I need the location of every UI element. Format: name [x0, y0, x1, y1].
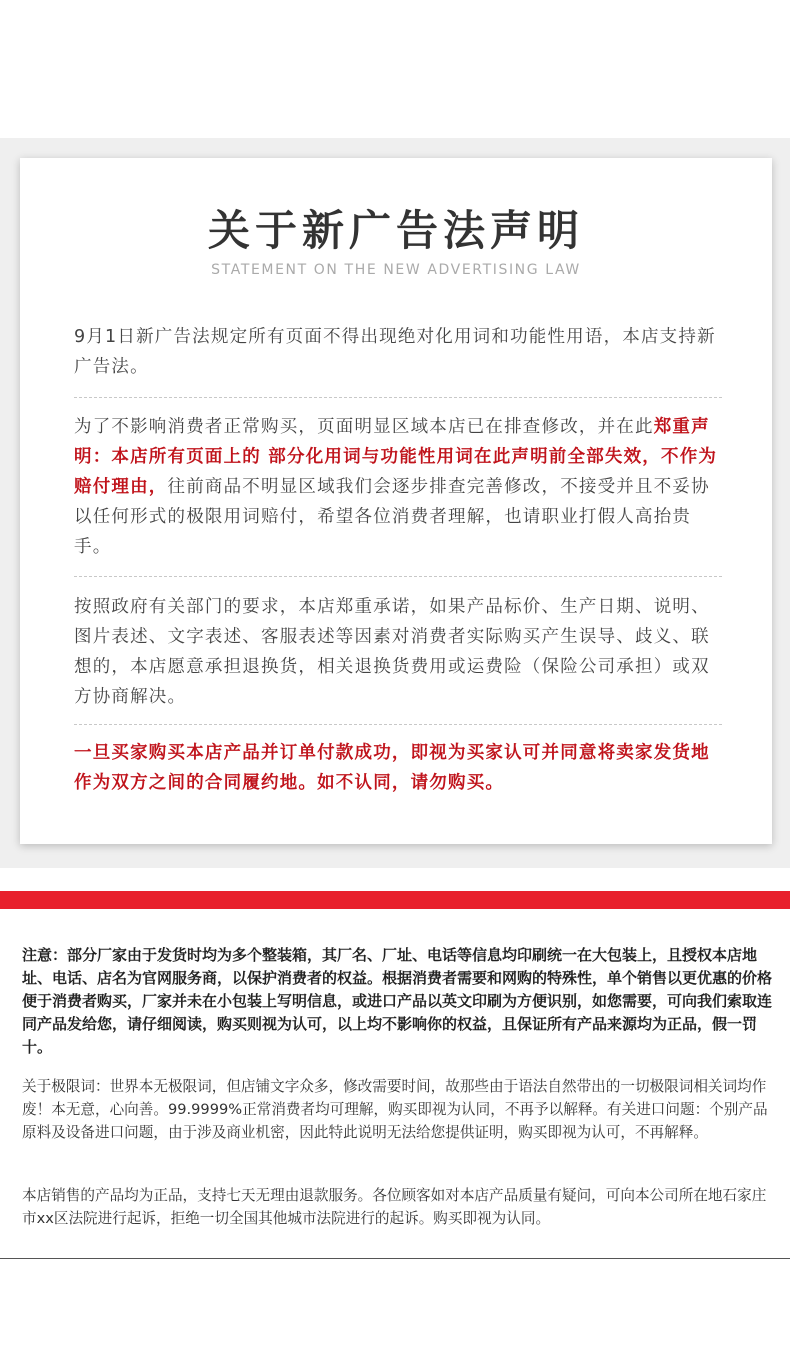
- statement-title: 关于新广告法声明: [207, 206, 584, 255]
- paragraph-2-rest: 往前商品不明显区域我们会逐步排查完善修改，不接受并且不妥协以任何形式的极限用词赔付，希望各位消费者理解，也请职业打假人高抬贵手。: [74, 477, 710, 557]
- statement-paragraph-1: 9月1日新广告法规定所有页面不得出现绝对化用词和功能性用语，本店支持新广告法。: [74, 327, 716, 377]
- dashed-divider: [74, 724, 722, 725]
- notice-limit-words: 关于极限词：世界本无极限词，但店铺文字众多，修改需要时间，故那些由于语法自然带出的一切极限词相关词均作废！本无意，心向善。99.9999%正常消费者均可理解，购买即视为认同，不再予以解释。有关进口问题：个别产品原料及设备进口问题，由于涉及商业机密，因此特此说明无法给您提供证明，购买即视为认可，不再解释。: [22, 1078, 768, 1141]
- red-separator-band: [0, 891, 790, 909]
- dashed-divider: [74, 397, 722, 398]
- statement-paragraph-2: [74, 412, 722, 562]
- statement-paragraph-4: 一旦买家购买本店产品并订单付款成功，即视为买家认可并同意将卖家发货地作为双方之间的合同履约地。如不认同，请勿购买。: [74, 743, 710, 793]
- statement-paragraph-3: 按照政府有关部门的要求，本店郑重承诺，如果产品标价、生产日期、说明、图片表述、文字表述、客服表述等因素对消费者实际购买产生误导、歧义、联想的，本店愿意承担退换货，相关退换货费用或运费险（保险公司承担）或双方协商解决。: [74, 597, 710, 707]
- solemn-declaration-text: 郑重声明：本店所有页面上的 部分化用词与功能性用词在此声明前全部失效，不作为赔付理由，: [74, 417, 718, 497]
- notice-authentic-products: 本店销售的产品均为正品，支持七天无理由退款服务。各位顾客如对本店产品质量有疑问，可向本公司所在地石家庄市xx区法院进行起诉，拒绝一切全国其他城市法院进行的起诉。购买即视为认同。: [22, 1187, 767, 1227]
- statement-card: [20, 158, 772, 844]
- dashed-divider: [74, 576, 722, 577]
- notice-attention: 注意：部分厂家由于发货时均为多个整装箱，其厂名、厂址、电话等信息均印刷统一在大包装上，且授权本店地址、电话、店名为官网服务商，以保护消费者的权益。根据消费者需要和网购的特殊性，单个销售以更优惠的价格便于消费者购买，厂家并未在小包装上写明信息，或进口产品以英文印刷为方便识别，如您需要，可向我们索取连同产品发给您，请仔细阅读，购买则视为认可，以上均不影响你的权益，且保证所有产品来源均为正品，假一罚十。: [22, 946, 773, 1056]
- paragraph-2-intro: 为了不影响消费者正常购买，页面明显区域本店已在排查修改，并在此: [74, 417, 654, 437]
- statement-subtitle: STATEMENT ON THE NEW ADVERTISING LAW: [211, 262, 581, 278]
- bottom-divider: [0, 1258, 790, 1259]
